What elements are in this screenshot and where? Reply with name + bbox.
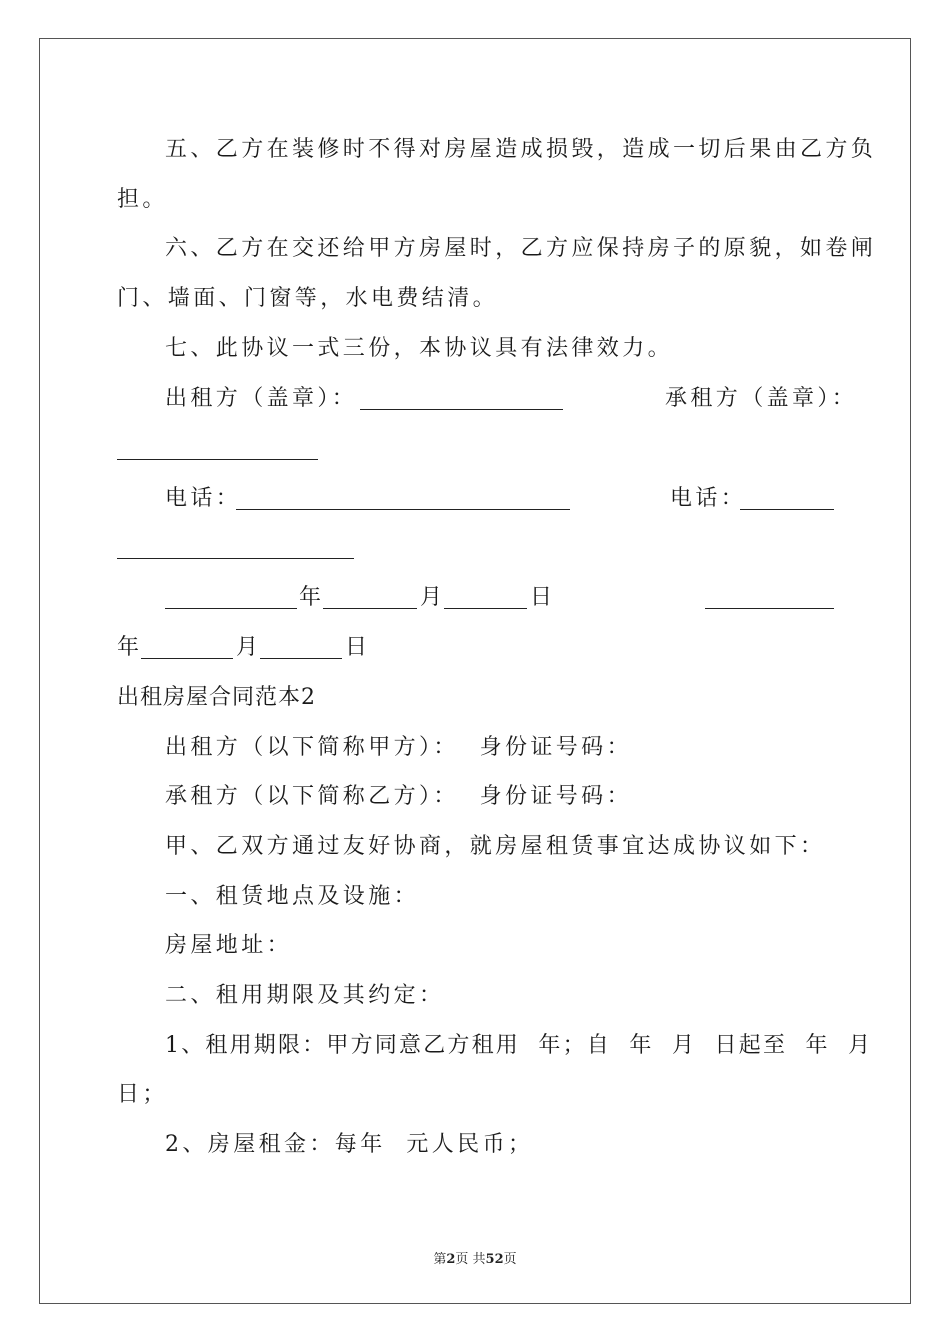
- term-line-1: 1、租用期限：甲方同意乙方租用 年；自 年 月 日起至 年 月: [165, 1033, 873, 1058]
- contract-2-title: 出租房屋合同范本2: [117, 685, 316, 710]
- house-address: 房屋地址：: [165, 933, 293, 958]
- date-left-month-blank: [323, 608, 417, 609]
- date-left-day-blank: [444, 608, 527, 609]
- lessor-seal-blank: [360, 409, 563, 410]
- lessor-seal-label: 出租方（盖章）：: [165, 386, 358, 411]
- footer-page-mid: 页 共: [455, 1252, 486, 1267]
- clause-5-line-1: 五、乙方在装修时不得对房屋造成损毁，造成一切后果由乙方负: [165, 137, 877, 162]
- page-border: [39, 38, 911, 1304]
- date-right-month: 月: [236, 635, 262, 660]
- party-lessee: 承租方（以下简称乙方）： 身份证号码：: [165, 784, 632, 809]
- lessor-phone-label: 电话：: [165, 486, 242, 511]
- date-right-day-blank: [260, 658, 342, 659]
- date-right-year-blank: [705, 608, 834, 609]
- date-left-year-blank: [165, 608, 297, 609]
- section-1-heading: 一、租赁地点及设施：: [165, 884, 420, 909]
- date-left-month: 月: [420, 585, 446, 610]
- footer-total-pages: 52: [485, 1252, 504, 1267]
- section-2-heading: 二、租用期限及其约定：: [165, 983, 445, 1008]
- date-left-day: 日: [530, 585, 556, 610]
- date-right-month-blank: [141, 658, 233, 659]
- date-right-year: 年: [117, 635, 143, 660]
- clause-7: 七、此协议一式三份，本协议具有法律效力。: [165, 336, 674, 361]
- footer-page-prefix: 第: [433, 1252, 447, 1267]
- date-left-year: 年: [299, 585, 325, 610]
- lessee-seal-blank: [117, 459, 318, 460]
- lessee-phone-blank-1: [740, 509, 834, 510]
- lessee-phone-label: 电话：: [670, 486, 747, 511]
- clause-5-line-2: 担。: [117, 187, 168, 212]
- term-line-2: 日；: [117, 1082, 168, 1107]
- footer-page-suffix: 页: [503, 1252, 517, 1267]
- lessee-seal-label: 承租方（盖章）：: [665, 386, 858, 411]
- date-right-day: 日: [345, 635, 371, 660]
- lessee-phone-blank-2: [117, 558, 354, 559]
- footer-page-number: 2: [446, 1252, 456, 1267]
- rent-line: 2、房屋租金：每年 元人民币；: [165, 1132, 534, 1157]
- agreement-intro: 甲、乙双方通过友好协商，就房屋租赁事宜达成协议如下：: [165, 834, 826, 859]
- page-footer: [0, 1248, 950, 1267]
- lessor-phone-blank: [236, 509, 570, 510]
- party-lessor: 出租方（以下简称甲方）： 身份证号码：: [165, 735, 632, 760]
- clause-6-line-2: 门、墙面、门窗等，水电费结清。: [117, 286, 499, 311]
- clause-6-line-1: 六、乙方在交还给甲方房屋时，乙方应保持房子的原貌，如卷闸: [165, 236, 877, 261]
